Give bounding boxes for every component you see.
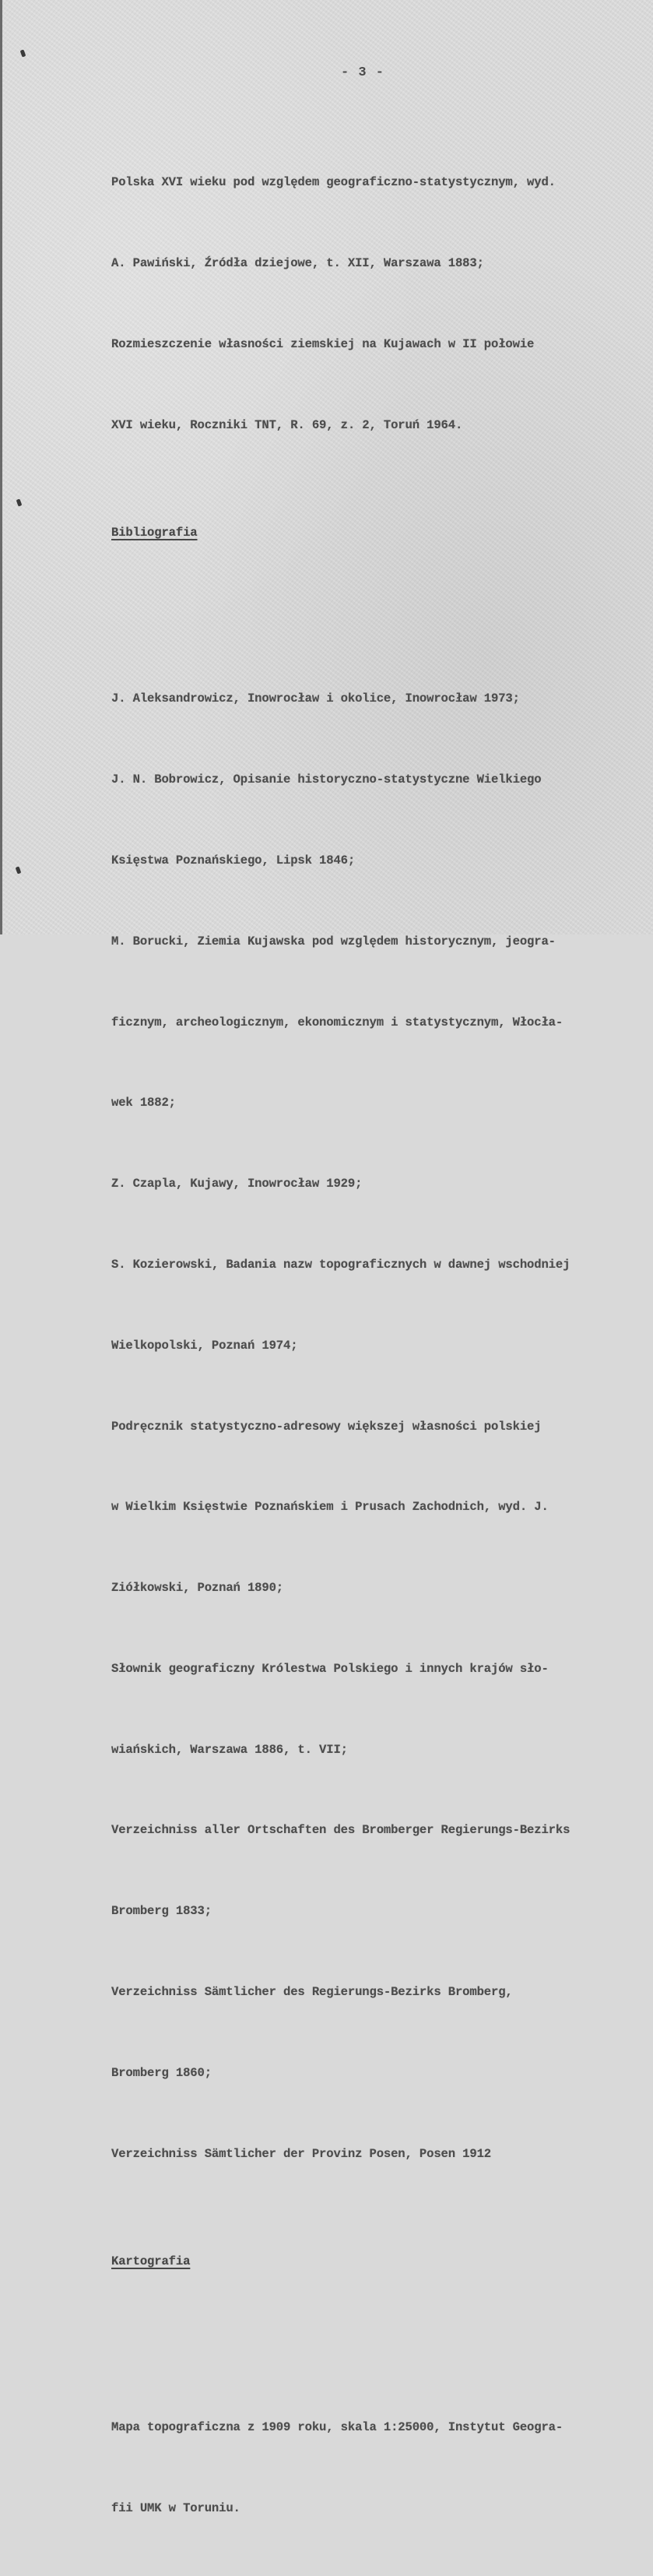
page-number: - 3 - xyxy=(341,65,385,80)
binding-hole-mark xyxy=(16,498,23,506)
bibliography-line: Z. Czapla, Kujawy, Inowrocław 1929; xyxy=(111,1177,363,1191)
text-line: XVI wieku, Roczniki TNT, R. 69, z. 2, Toruń 1964. xyxy=(111,417,463,432)
bibliography-line: M. Borucki, Ziemia Kujawska pod względem historycznym, jeogra- xyxy=(111,934,556,948)
bibliography-line: wiańskich, Warszawa 1886, t. VII; xyxy=(111,1742,348,1757)
text-line: Rozmieszczenie własności ziemskiej na Kujawach w II połowie xyxy=(111,336,535,351)
bibliography-line: Verzeichniss aller Ortschaften des Bromberger Regierungs-Bezirks xyxy=(111,1823,570,1838)
section-heading-kartografia: Kartografia xyxy=(111,2254,191,2268)
bibliography-line: wek 1882; xyxy=(111,1096,176,1110)
text-line: Polska XVI wieku pod względem geograficzno-statystycznym, wyd. xyxy=(111,175,556,190)
bibliography-line: S. Kozierowski, Badania nazw topograficznych w dawnej wschodniej xyxy=(111,1257,570,1272)
bibliography-line: Księstwa Poznańskiego, Lipsk 1846; xyxy=(111,853,356,868)
bibliography-line: Podręcznik statystyczno-adresowy większej własności polskiej xyxy=(111,1419,542,1434)
cartography-line: fii UMK w Toruniu. xyxy=(111,2501,240,2516)
spacer xyxy=(111,600,648,605)
bibliography-line: J. Aleksandrowicz, Inowrocław i okolice, Inowrocław 1973; xyxy=(111,692,520,706)
bibliography-line: Verzeichniss Sämtlicher der Provinz Posen, Posen 1912 xyxy=(111,2146,492,2161)
scan-left-border xyxy=(0,0,2,934)
bibliography-line: Wielkopolski, Poznań 1974; xyxy=(111,1338,298,1353)
bibliography-line: Bromberg 1833; xyxy=(111,1904,212,1919)
bibliography-line: Słownik geograficzny Królestwa Polskiego i innych krajów sło- xyxy=(111,1661,549,1676)
bibliography-line: Bromberg 1860; xyxy=(111,2065,212,2080)
bibliography-line: w Wielkim Księstwie Poznańskiem i Prusach Zachodnich, wyd. J. xyxy=(111,1500,549,1515)
binding-hole-mark xyxy=(20,49,26,57)
bibliography-line: ficznym, archeologicznym, ekonomicznym i statystycznym, Włocła- xyxy=(111,1015,563,1029)
document-body xyxy=(111,115,648,2576)
cartography-line: Mapa topograficzna z 1909 roku, skala 1:25000, Instytut Geogra- xyxy=(111,2420,563,2435)
bibliography-line: Ziółkowski, Poznań 1890; xyxy=(111,1581,283,1596)
spacer xyxy=(111,2329,648,2334)
bibliography-line: J. N. Bobrowicz, Opisanie historyczno-statystyczne Wielkiego xyxy=(111,772,542,787)
bibliography-line: Verzeichniss Sämtlicher des Regierungs-Bezirks Bromberg, xyxy=(111,1984,513,1999)
section-heading-bibliografia: Bibliografia xyxy=(111,525,198,540)
binding-hole-mark xyxy=(16,866,22,874)
text-line: A. Pawiński, Źródła dziejowe, t. XII, Warszawa 1883; xyxy=(111,255,484,270)
